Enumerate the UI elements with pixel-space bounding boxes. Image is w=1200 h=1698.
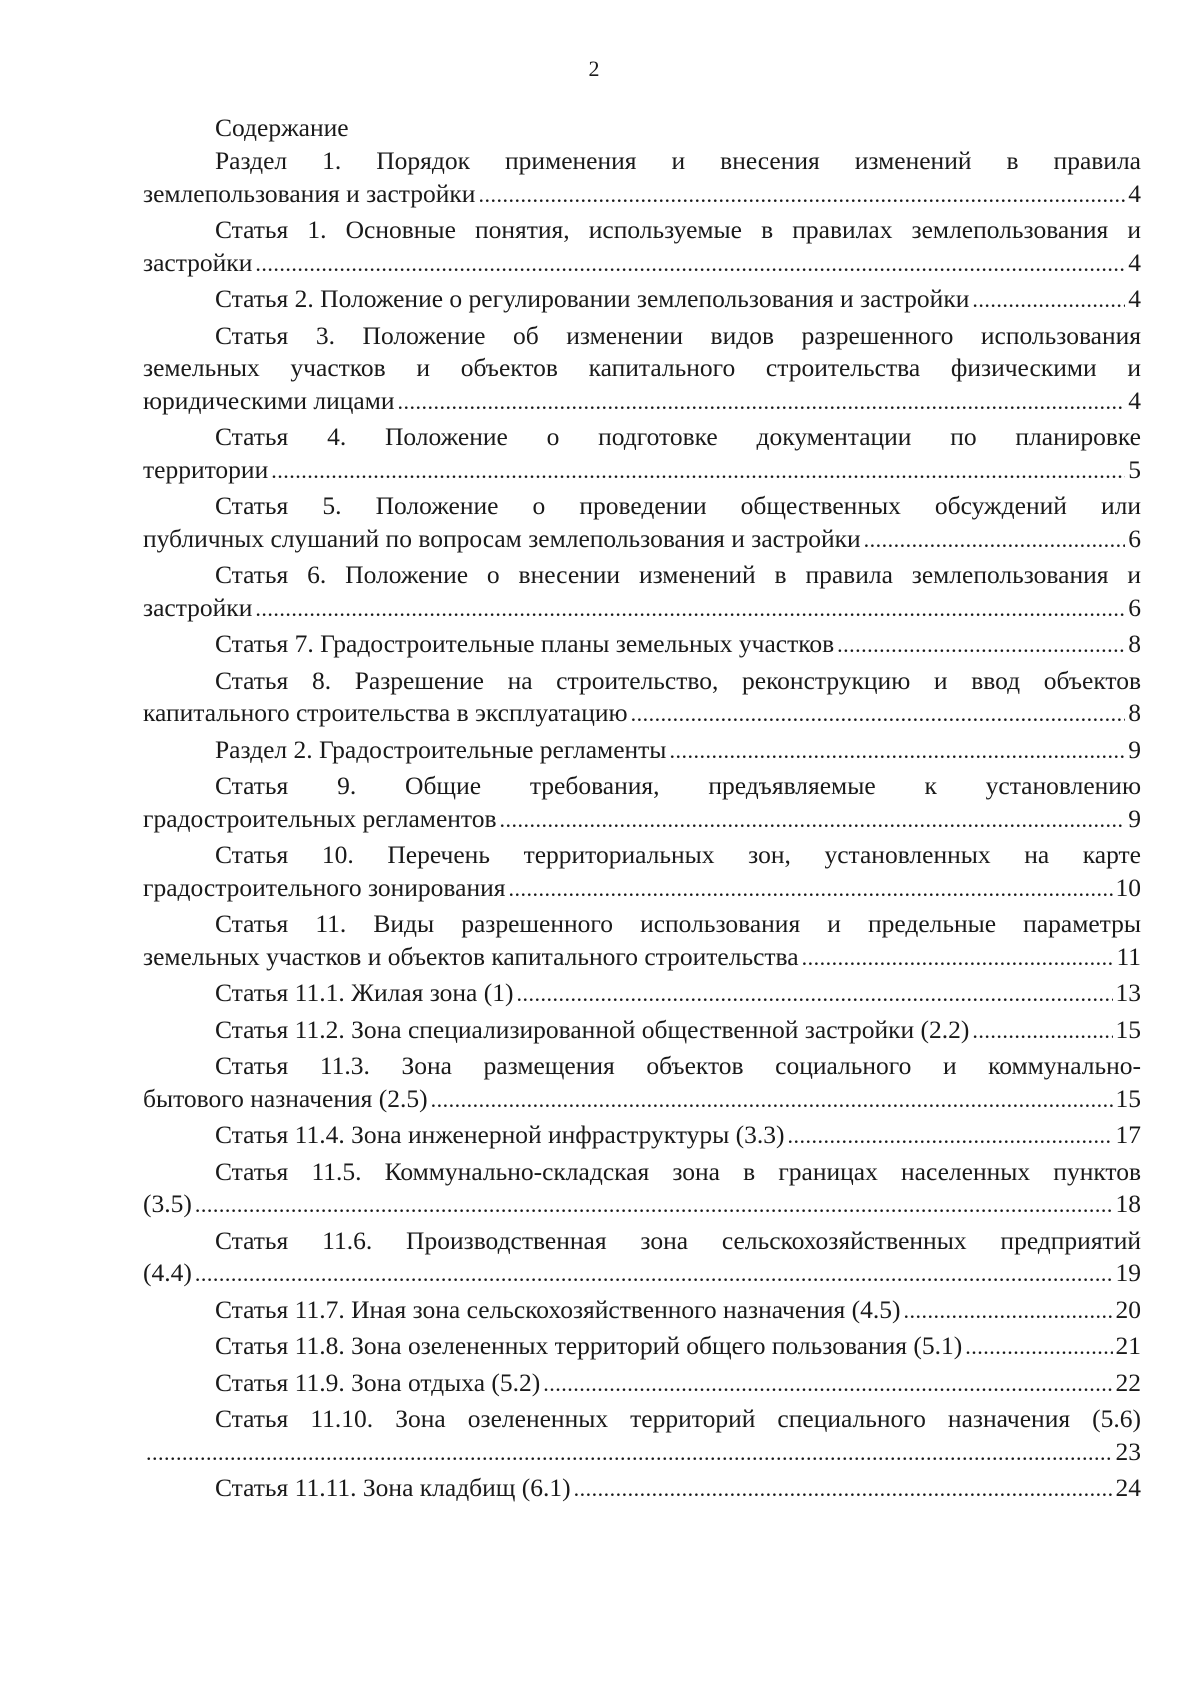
toc-entry-last-line (143, 1188, 1141, 1222)
toc-entry (143, 734, 1141, 768)
toc-entry-text: Статья 4. Положение о подготовке документации по планировке (215, 422, 1141, 451)
toc-entry-text: Статья 5. Положение о проведении общественных обсуждений или (215, 491, 1141, 520)
toc-entry (143, 908, 1141, 974)
toc-entry-text: землепользования и застройки (143, 178, 476, 208)
toc-entry-text: Статья 11.6. Производственная зона сельскохозяйственных предприятий (215, 1225, 1141, 1255)
toc-entry-last-line (143, 734, 1141, 768)
toc-entry-text: Статья 11.10. Зона озелененных территорий специального назначения (5.6) (215, 1404, 1141, 1433)
toc-entry-text: застройки (143, 592, 253, 622)
toc-entry-text: земельных участков и объектов капитального строительства (143, 941, 799, 971)
toc-page-number: 6 (1128, 592, 1141, 622)
toc-entry (143, 839, 1141, 905)
toc-page-number: 6 (1128, 523, 1141, 553)
toc-entry (143, 1156, 1141, 1222)
toc-entry-text: Статья 8. Разрешение на строительство, реконструкцию и ввод объектов (215, 665, 1141, 695)
dot-leader (903, 1295, 1112, 1328)
toc-entry-text: Статья 11.4. Зона инженерной инфраструктуры (3.3) (215, 1120, 785, 1149)
toc-entry-text: Статья 11.5. Коммунально-складская зона в границах населенных пунктов (215, 1156, 1141, 1186)
toc-entry-text: Статья 11. Виды разрешенного использования и предельные параметры (215, 909, 1141, 938)
toc-entry-text: застройки (143, 247, 253, 277)
toc-entry-last-line (143, 592, 1141, 626)
dot-leader (195, 1258, 1113, 1291)
toc-entry-last-line (143, 385, 1141, 419)
toc-entry-last-line (143, 941, 1141, 975)
toc-entry-last-line (143, 697, 1141, 731)
toc-entry-text: (3.5) (143, 1189, 192, 1218)
toc-entry (143, 490, 1141, 556)
dot-leader (965, 1331, 1112, 1364)
toc-entry-text: (4.4) (143, 1258, 192, 1287)
toc-entry-text: территории (143, 454, 269, 484)
toc-page-number: 15 (1115, 1083, 1141, 1113)
toc-entry (143, 559, 1141, 625)
toc-entry-text: градостроительного зонирования (143, 872, 506, 902)
toc-entry-text: капитального строительства в эксплуатацию (143, 698, 628, 727)
toc-entry-last-line (143, 977, 1141, 1011)
toc-entry-last-line (143, 1294, 1141, 1328)
dot-leader (802, 942, 1114, 975)
toc-page-number: 24 (1115, 1473, 1141, 1502)
toc-entry-text: Статья 2. Положение о регулировании землепользования и застройки (215, 284, 970, 313)
toc-page-number: 4 (1128, 385, 1141, 415)
toc-entry-text: Статья 11.2. Зона специализированной общественной застройки (2.2) (215, 1014, 970, 1044)
dot-leader (669, 735, 1125, 768)
toc-entry-last-line (143, 523, 1141, 557)
toc-entry (143, 145, 1141, 211)
toc-entry (143, 421, 1141, 487)
toc-page-number: 18 (1115, 1189, 1141, 1218)
toc-entry (143, 1050, 1141, 1116)
toc-entry-last-line (143, 1436, 1141, 1470)
toc-page-number: 4 (1128, 284, 1141, 313)
toc-page-number: 20 (1115, 1294, 1141, 1324)
toc-entry (143, 1119, 1141, 1153)
dot-leader (146, 1437, 1113, 1470)
toc-entry-last-line (143, 1472, 1141, 1506)
dot-leader (972, 1015, 1112, 1048)
toc-entry (143, 1014, 1141, 1048)
toc-entry-text: бытового назначения (2.5) (143, 1083, 428, 1113)
toc-entry (143, 1367, 1141, 1401)
toc-page-number: 8 (1128, 698, 1141, 727)
toc-entry-text: Статья 9. Общие требования, предъявляемые к установлению (215, 771, 1141, 800)
dot-leader (271, 455, 1125, 488)
toc-page-number: 11 (1116, 941, 1141, 971)
toc-entry (143, 977, 1141, 1011)
toc-page-number: 5 (1128, 454, 1141, 484)
toc-entry-text: Статья 11.1. Жилая зона (1) (215, 978, 514, 1007)
table-of-contents (143, 112, 1141, 1509)
dot-leader (508, 873, 1112, 906)
toc-entry-last-line (143, 1119, 1141, 1153)
toc-entry-text: Статья 11.11. Зона кладбищ (6.1) (215, 1473, 571, 1502)
toc-entry-last-line (143, 628, 1141, 662)
dot-leader (574, 1473, 1113, 1506)
toc-entry (143, 320, 1141, 419)
toc-entry (143, 1294, 1141, 1328)
dot-leader (478, 179, 1125, 212)
dot-leader (788, 1120, 1113, 1153)
dot-leader (397, 386, 1125, 419)
toc-entry-last-line (143, 1083, 1141, 1117)
dot-leader (195, 1189, 1113, 1222)
dot-leader (972, 284, 1125, 317)
dot-leader (255, 593, 1125, 626)
toc-page-number: 19 (1115, 1258, 1141, 1287)
toc-entry-text: юридическими лицами (143, 385, 395, 415)
toc-entry-last-line (143, 803, 1141, 837)
dot-leader (431, 1084, 1113, 1117)
toc-entry-text: Статья 11.3. Зона размещения объектов социального и коммунально- (215, 1051, 1141, 1080)
toc-entry (143, 628, 1141, 662)
toc-title: Содержание (215, 113, 349, 142)
toc-entry-last-line (143, 1330, 1141, 1364)
toc-page-number: 4 (1128, 178, 1141, 208)
toc-list (143, 145, 1141, 1506)
toc-page-number: 10 (1115, 872, 1141, 902)
dot-leader (864, 524, 1126, 557)
toc-entry-text: Раздел 2. Градостроительные регламенты (215, 734, 667, 764)
toc-entry-text: Статья 1. Основные понятия, используемые в правилах землепользования и (215, 215, 1141, 244)
toc-entry-last-line (143, 454, 1141, 488)
page-number: 2 (588, 56, 600, 81)
toc-entry-text: Статья 3. Положение об изменении видов разрешенного использования (215, 320, 1141, 350)
toc-entry-last-line (143, 1257, 1141, 1291)
toc-page-number: 23 (1115, 1436, 1141, 1466)
toc-page-number: 4 (1128, 247, 1141, 277)
toc-page-number: 9 (1128, 734, 1141, 764)
toc-page-number: 17 (1115, 1120, 1141, 1149)
toc-page-number: 8 (1128, 629, 1141, 658)
toc-entry-last-line (143, 872, 1141, 906)
dot-leader (631, 698, 1126, 731)
toc-page-number: 22 (1115, 1367, 1141, 1397)
toc-entry-last-line (143, 247, 1141, 281)
toc-page-number: 9 (1128, 803, 1141, 833)
toc-entry (143, 1403, 1141, 1469)
toc-page-number: 15 (1115, 1014, 1141, 1044)
toc-entry-text: Статья 11.7. Иная зона сельскохозяйственного назначения (4.5) (215, 1294, 901, 1324)
toc-entry-text: Статья 7. Градостроительные планы земельных участков (215, 629, 835, 658)
toc-entry-text: Статья 6. Положение о внесении изменений в правила землепользования и (215, 560, 1141, 589)
toc-entry (143, 665, 1141, 731)
dot-leader (543, 1368, 1112, 1401)
toc-entry (143, 214, 1141, 280)
dot-leader (837, 629, 1125, 662)
toc-entry-text: Статья 11.9. Зона отдыха (5.2) (215, 1367, 541, 1397)
dot-leader (255, 248, 1125, 281)
toc-entry (143, 1225, 1141, 1291)
toc-page-number: 21 (1115, 1331, 1141, 1360)
toc-entry-last-line (143, 1014, 1141, 1048)
dot-leader (516, 978, 1112, 1011)
toc-entry-text: земельных участков и объектов капитального строительства физическими и (143, 353, 1141, 382)
toc-entry-text: Статья 11.8. Зона озелененных территорий общего пользования (5.1) (215, 1331, 963, 1360)
toc-entry-text: Статья 10. Перечень территориальных зон, установленных на карте (215, 840, 1141, 869)
toc-entry-last-line (143, 178, 1141, 212)
toc-entry-last-line (143, 1367, 1141, 1401)
toc-entry-text: Раздел 1. Порядок применения и внесения изменений в правила (215, 146, 1141, 175)
toc-entry-text: градостроительных регламентов (143, 803, 497, 833)
toc-page-number: 13 (1115, 978, 1141, 1007)
toc-entry-last-line (143, 283, 1141, 317)
toc-entry (143, 283, 1141, 317)
toc-entry (143, 1472, 1141, 1506)
toc-entry (143, 770, 1141, 836)
dot-leader (500, 804, 1126, 837)
toc-entry-text: публичных слушаний по вопросам землепользования и застройки (143, 523, 861, 553)
toc-entry (143, 1330, 1141, 1364)
